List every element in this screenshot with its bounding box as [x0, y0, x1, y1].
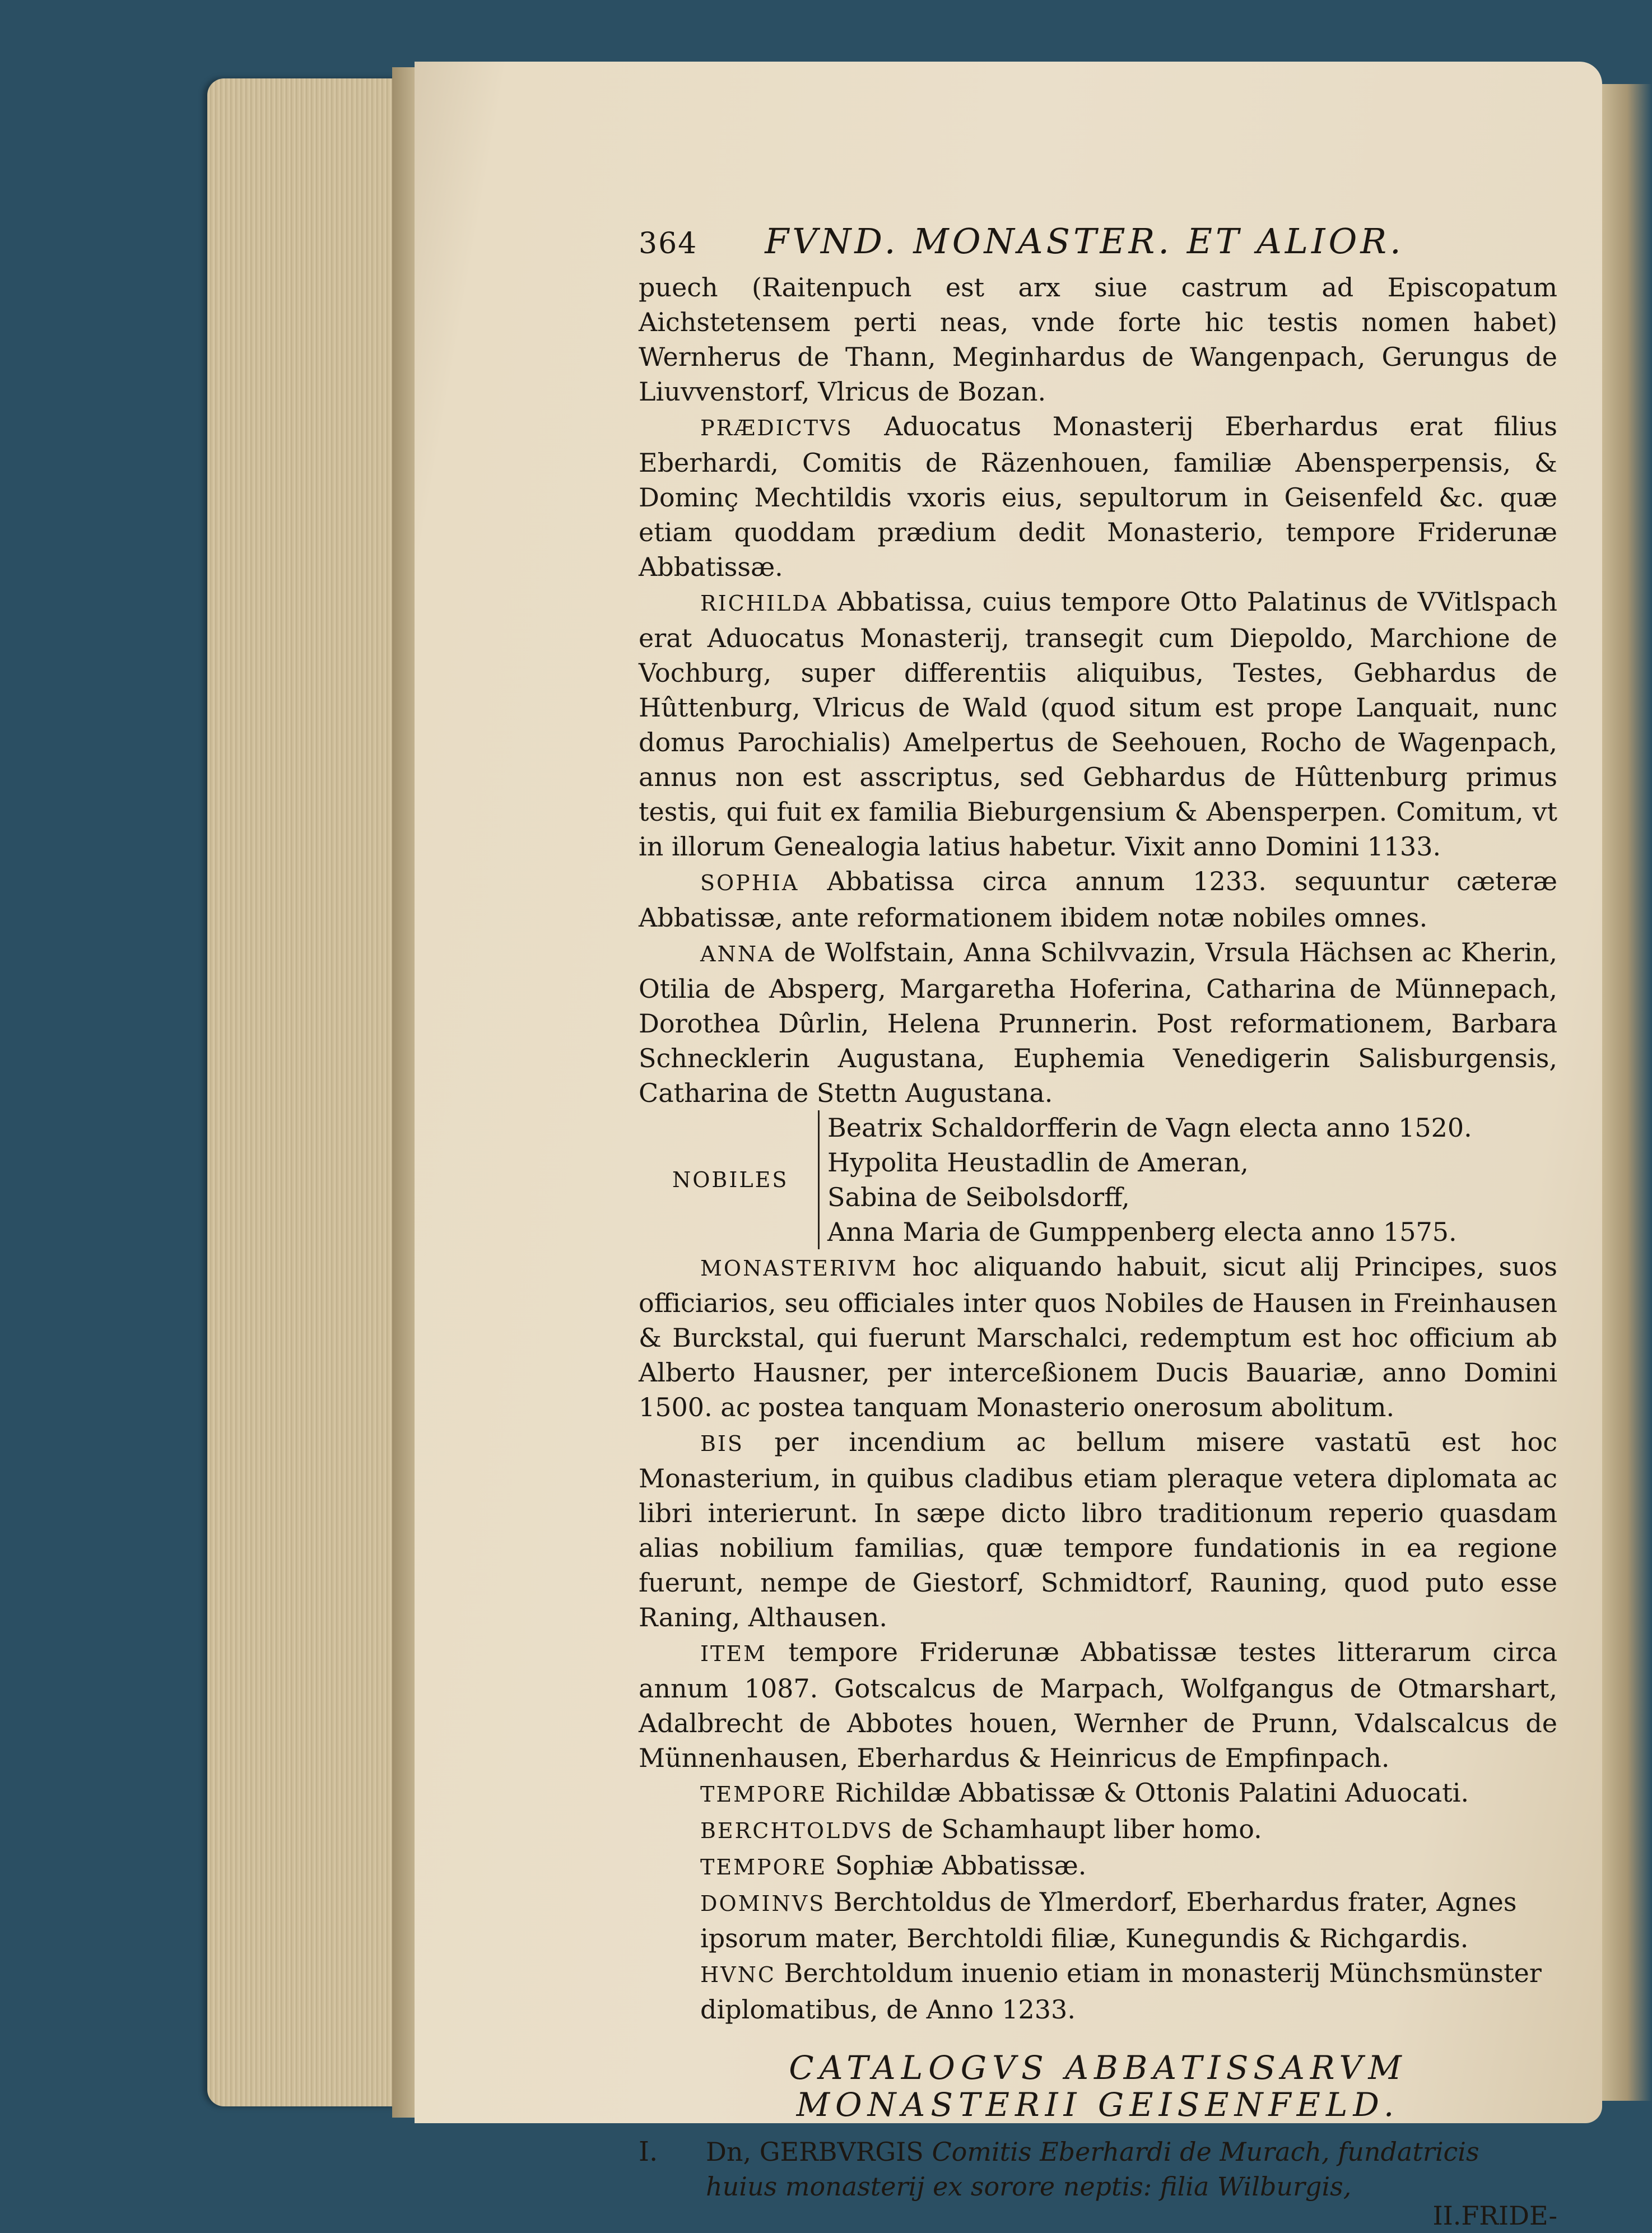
witness-line: [700, 1812, 1557, 1848]
witness-line: [700, 1775, 1557, 1812]
catchword: II.FRIDE-: [1432, 2201, 1557, 2231]
paragraph: [639, 409, 1557, 584]
witness-list: [639, 1775, 1557, 2027]
paragraph: [639, 935, 1557, 1110]
paragraph-lead: SOPHIA: [700, 871, 799, 895]
entry-body: [706, 2134, 1557, 2204]
nobiles-list: [639, 1110, 1557, 1249]
paragraph-text: puech (Raitenpuch est arx siue castrum ad Episcopatum Aichstetensem perti neas, vnde forte hic testis nomen habet) Wernherus de Thann, Meginhardus de Wangenpach, Gerungus de Liuvvenstorf, Vlricus de Bozan.: [639, 272, 1557, 407]
nobiles-label: NOBILES: [672, 1167, 789, 1192]
line-text: Berchtoldus de Ylmerdorf, Eberhardus frater, Agnes ipsorum mater, Berchtoldi filiæ, Kunegundis & Richgardis.: [700, 1887, 1517, 1953]
paragraph-lead: BIS: [700, 1431, 744, 1456]
line-text: Berchtoldum inuenio etiam in monasterij Münchsmünster diplomatibus, de Anno 1233.: [700, 1958, 1542, 2025]
paragraph-lead: ANNA: [700, 942, 775, 966]
entry-text: Comitis Eberhardi de Murach, fundatricis huius monasterij ex sorore neptis: filia Wilburgis,: [706, 2137, 1479, 2202]
book-page-edges: [207, 78, 409, 2106]
paragraph-text: hoc aliquando habuit, sicut alij Principes, suos officiarios, seu officiales inter quos Nobiles de Hausen in Freinhausen & Burckstal, qui fuerunt Marschalci, redemptum est hoc officium ab Alberto Hausner, per interceßionem Ducis Bauariæ, anno Domini 1500. ac postea tanquam Monasterio onerosum abolitum.: [639, 1252, 1558, 1422]
nobiles-bracket: [818, 1110, 1472, 1249]
nobilis-name: Anna Maria de Gumppenberg electa anno 1575.: [827, 1217, 1457, 1247]
line-lead: DOMINVS: [700, 1891, 826, 1916]
witness-line: [700, 1848, 1557, 1885]
paragraph: [639, 864, 1557, 935]
paragraph-lead: ITEM: [700, 1641, 767, 1666]
entry-number: I.: [639, 2136, 658, 2167]
paragraph-text: Abbatissa, cuius tempore Otto Palatinus de VVitlspach erat Aduocatus Monasterij, transegit cum Diepoldo, Marchione de Vochburg, super differentiis aliquibus, Testes, Gebhardus de Hûttenburg, Vlricus de Wald (quod situm est prope Lanquait, nunc domus Parochialis) Amelpertus de Seehouen, Rocho de Wagenpach, annus non est asscriptus, sed Gebhardus de Hûttenburg primus testis, qui fuit ex familia Bieburgensium & Abensperpen. Comitum, vt in illorum Genealogia latius habetur. Vixit anno Domini 1133.: [639, 587, 1558, 862]
nobilis-name: Beatrix Schaldorfferin de Vagn electa anno 1520.: [827, 1113, 1472, 1143]
line-text: de Schamhaupt liber homo.: [901, 1814, 1262, 1844]
paragraph-lead: MONASTERIVM: [700, 1256, 898, 1281]
line-lead: TEMPORE: [700, 1855, 827, 1880]
page-number: 364: [639, 227, 698, 260]
facing-page-edge: [1602, 84, 1652, 2101]
page-header: [639, 221, 1557, 270]
paragraph-text: Aduocatus Monasterij Eberhardus erat filius Eberhardi, Comitis de Räzenhouen, familiæ Abensperpensis, & Dominç Mechtildis vxoris eius, sepultorum in Geisenfeld &c. quæ etiam quoddam prædium dedit Monasterio, tempore Friderunæ Abbatissæ.: [639, 411, 1558, 582]
paragraph-text: per incendium ac bellum misere vastatū est hoc Monasterium, in quibus cladibus etiam pleraque vetera diplomata ac libri interierunt. In sæpe dicto libro traditionum reperio quasdam alias nobilium familias, quæ tempore fundationis in ea regione fuerunt, nempe de Giestorf, Schmidtorf, Rauning, quod puto esse Raning, Althausen.: [639, 1427, 1558, 1632]
line-lead: BERCHTOLDVS: [700, 1818, 894, 1843]
entry-lead: Dn, GERBVRGIS: [706, 2137, 924, 2167]
catalogue-entry: [639, 2134, 1557, 2204]
nobilis-name: Sabina de Seibolsdorff,: [827, 1182, 1130, 1212]
witness-line: [700, 1885, 1557, 1956]
paragraph: [639, 1425, 1557, 1635]
line-text: Sophiæ Abbatissæ.: [835, 1850, 1087, 1881]
paragraph-lead: RICHILDA: [700, 591, 828, 616]
page-text-block: [639, 221, 1558, 2233]
paragraph-text: Abbatissa circa annum 1233. sequuntur cæteræ Abbatissæ, ante reformationem ibidem notæ nobiles omnes.: [639, 866, 1557, 933]
nobilis-name: Hypolita Heustadlin de Ameran,: [827, 1147, 1249, 1178]
paragraph-text: de Wolfstain, Anna Schilvvazin, Vrsula Hächsen ac Kherin, Otilia de Absperg, Margaretha Hoferina, Catharina de Münnepach, Dorothea Dûrlin, Helena Prunnerin. Post reformationem, Barbara Schnecklerin Augustana, Euphemia Venedigerin Salisburgensis, Catharina de Stettn Augustana.: [639, 937, 1557, 1108]
line-lead: HVNC: [700, 1962, 776, 1987]
line-text: Richildæ Abbatissæ & Ottonis Palatini Aduocati.: [835, 1778, 1469, 1808]
paragraph: [639, 270, 1557, 409]
running-title: FVND. MONASTER. ET ALIOR.: [765, 221, 1404, 262]
witness-line: [700, 1956, 1557, 2027]
paragraph: [639, 1635, 1557, 1775]
paragraph-lead: PRÆDICTVS: [700, 416, 853, 440]
line-lead: TEMPORE: [700, 1782, 827, 1807]
catalogue-title: CATALOGVS ABBATISSARVM MONASTERII GEISENFELD.: [789, 2049, 1407, 2124]
paragraph: [639, 1249, 1557, 1425]
paragraph-text: tempore Friderunæ Abbatissæ testes litterarum circa annum 1087. Gotscalcus de Marpach, Wolfgangus de Otmarshart, Adalbrecht de Abbotes houen, Wernher de Prunn, Vdalscalcus de Münnenhausen, Eberhardus & Heinricus de Empfinpach.: [639, 1637, 1557, 1773]
paragraph: [639, 584, 1557, 864]
